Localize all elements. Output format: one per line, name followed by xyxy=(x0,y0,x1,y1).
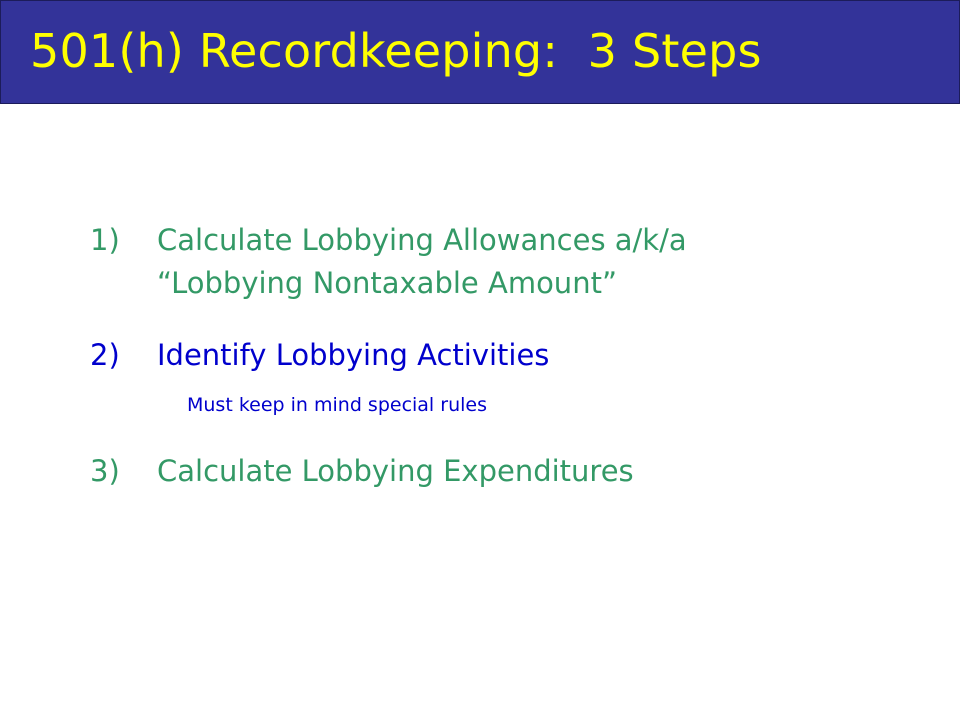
step-2-text: Identify Lobbying Activities xyxy=(157,338,550,372)
step-1-number: 1) xyxy=(90,223,120,257)
step-2-number: 2) xyxy=(90,338,120,372)
slide-title: 501(h) Recordkeeping: 3 Steps xyxy=(30,24,762,78)
step-3-text: Calculate Lobbying Expenditures xyxy=(157,454,634,488)
step-2-note: Must keep in mind special rules xyxy=(187,394,487,416)
step-1-text-line2: “Lobbying Nontaxable Amount” xyxy=(157,266,617,300)
step-3-number: 3) xyxy=(90,454,120,488)
step-1-text-line1: Calculate Lobbying Allowances a/k/a xyxy=(157,223,687,257)
